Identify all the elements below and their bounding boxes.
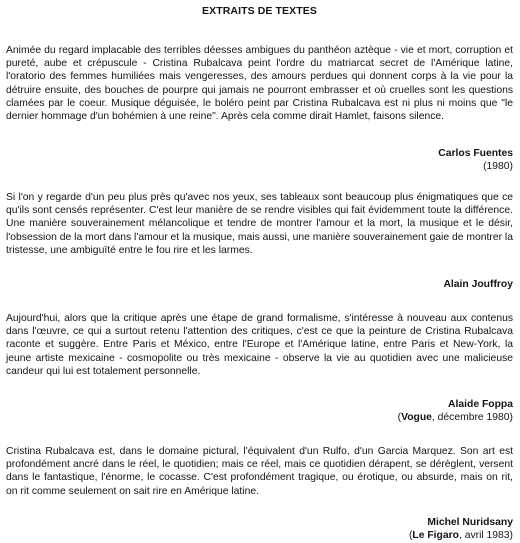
- excerpt-text: Aujourd'hui, alors que la critique après une étape de grand formalisme, s'intéresse à nouveau aux contenus dans l'œuvre, ce qui a surtout retenu l'attention des critiques, c'est ce que la peinture de Cristina Rubalcava raconte et suggère. Entre Paris et México, entre l'Europe et l'Amérique latine, entre Paris et New-York, la jeune artiste mexicaine - cosmopolite ou très mexicaine - observe la vie au quotidien avec une malicieuse candeur qui lui est totalement personnelle.: [6, 313, 513, 377]
- author-name: Alain Jouffroy: [443, 279, 513, 290]
- attribution-michel-nuridsany: [6, 517, 513, 543]
- excerpt-text: Si l'on y regarde d'un peu plus près qu'avec nos yeux, ses tableaux sont beaucoup plus énigmatiques que ce qu'ils sont censés représenter. C'est leur manière de se rendre visibles qui fait évidemment toute la différence. Une manière souverainement mélancolique et tendre de montrer l'amour et la mort, la musique et le désir, l'obsession de la mort dans l'amour et la musique, mais aussi, une manière souverainement gaie de montrer la tristesse, une ambiguïté entre le fou rire et les larmes.: [6, 192, 513, 256]
- author-name: Carlos Fuentes: [438, 148, 513, 159]
- source-separator: ,: [431, 411, 438, 423]
- source-publication: Le Figaro: [412, 529, 459, 541]
- source-date: 1980): [486, 160, 513, 172]
- attribution-carlos-fuentes: [6, 148, 513, 191]
- source-open: (: [483, 160, 487, 172]
- source-line: [6, 161, 513, 174]
- source-separator: ,: [458, 529, 465, 541]
- excerpt-michel-nuridsany: [6, 445, 513, 517]
- source-open: (: [397, 411, 402, 423]
- author-name: Alaide Foppa: [448, 399, 513, 410]
- source-date: décembre 1980): [437, 411, 513, 423]
- author-name: Michel Nuridsany: [427, 517, 513, 528]
- source-line: [6, 412, 513, 425]
- excerpt-text: Cristina Rubalcava est, dans le domaine pictural, l'équivalent d'un Rulfo, d'un Garcia Marquez. Son art est profondément ancré dans le réel, le quotidien; mais ce réel, mais ce quotidien dérapent, se dérèglent, versent dans le fantastique, l'énorme, le cocasse. C'est profondément tragique, ou érotique, ou absurde, mais on rit, on rit comme seulement on sait rire en Amérique latine.: [6, 446, 513, 497]
- excerpt-text: Animée du regard implacable des terribles déesses ambigues du panthéon aztèque - vie et mort, corruption et pureté, aube et crépuscule - Cristina Rubalcava peint l'ordre du matriarcat secret de l'Amérique latine, l'oratorio des femmes humiliées mais vengeresses, des amours perdues qui donnent corps à la vie pour la détruire ensuite, des bouches de pourpre qui jamais ne pourront embrasser et où cruelles sont les questions clamées par le coeur. Musique déguisée, le boléro peint par Cristina Rubalcava est ni plus ni moins que "le dernier hommage d'un bohémien à une reine". Après cela comme dirait Hamlet, faisons silence.: [6, 45, 513, 123]
- excerpt-carlos-fuentes: [6, 44, 513, 148]
- source-open: (: [408, 529, 413, 541]
- attribution-alaide-foppa: [6, 399, 513, 445]
- source-publication: Vogue: [401, 411, 432, 423]
- source-date: avril 1983): [464, 529, 513, 541]
- attribution-alain-jouffroy: [6, 279, 513, 312]
- excerpt-alain-jouffroy: [6, 191, 513, 279]
- source-line: [6, 530, 513, 543]
- page-title: EXTRAITS DE TEXTES: [202, 5, 317, 17]
- excerpt-alaide-foppa: [6, 312, 513, 399]
